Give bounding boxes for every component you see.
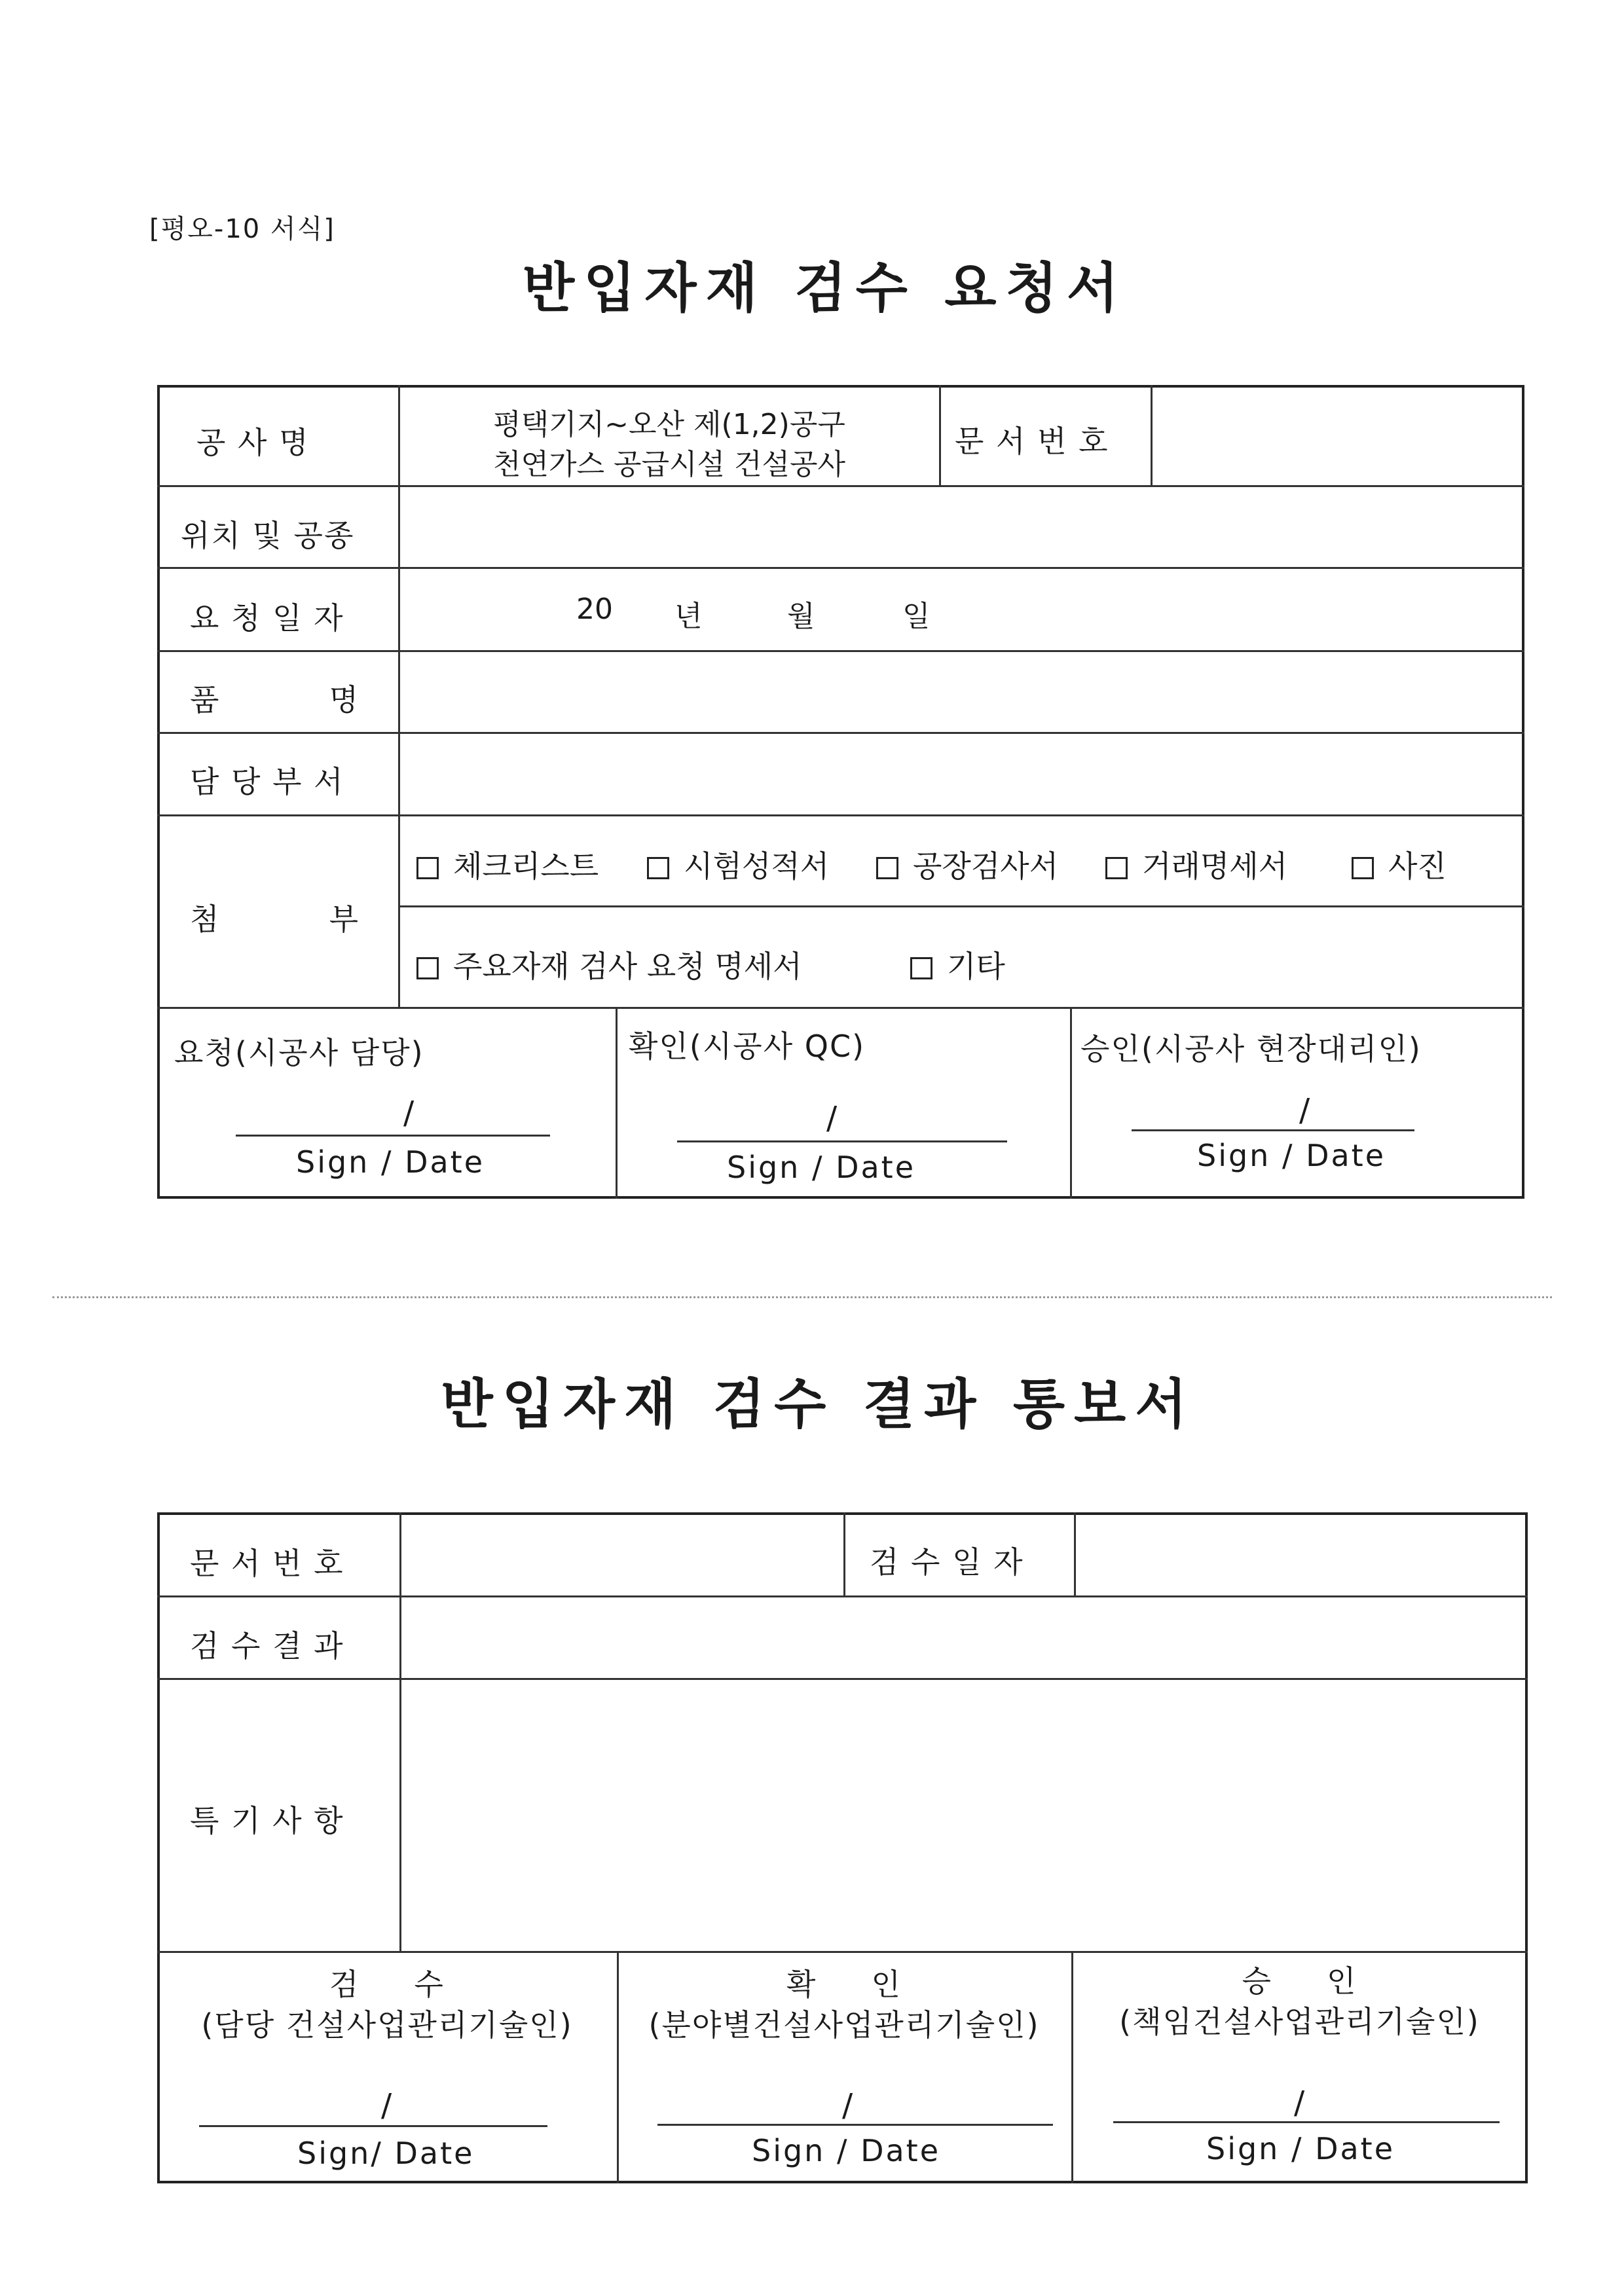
date-year-unit: 년: [674, 600, 703, 633]
sign-verify-caption: Sign / Date: [752, 2133, 941, 2168]
request-form-title: 반입자재 검수 요청서: [522, 257, 1128, 319]
row-divider: [157, 1678, 1528, 1680]
checkbox-icon[interactable]: [910, 957, 932, 979]
sign-request-caption: Sign / Date: [296, 1144, 485, 1180]
sign-verify-sub: (분야별건설사업관리기술인): [648, 2007, 1040, 2043]
col-divider: [616, 1007, 618, 1199]
sign-final-approve-caption: Sign / Date: [1206, 2131, 1395, 2166]
sign-request-slash: /: [403, 1095, 415, 1131]
sign-confirm-caption: Sign / Date: [727, 1150, 916, 1185]
row-divider: [157, 650, 1524, 652]
project-name-line2: 천연가스 공급시설 건설공사: [492, 448, 846, 481]
department-field[interactable]: [406, 753, 1513, 799]
sign-inspect-caption: Sign/ Date: [297, 2136, 475, 2171]
sign-confirm-line[interactable]: [677, 1140, 1007, 1142]
doc-no-field[interactable]: [1159, 419, 1513, 458]
attachment-photo[interactable]: 사진: [1352, 843, 1447, 886]
sign-confirm-label: 확인(시공사 QC): [629, 1029, 866, 1064]
checkbox-icon[interactable]: [647, 857, 669, 879]
item-name-field[interactable]: [406, 671, 1513, 717]
sign-inspect-role: 검 수: [329, 1967, 445, 2002]
row-divider: [157, 814, 1524, 816]
request-date-label: 요 청 일 자: [190, 600, 344, 636]
sign-verify-role: 확 인: [786, 1967, 902, 2002]
col-divider: [1074, 1512, 1076, 1595]
item-name-label: 품 명: [190, 682, 360, 718]
col-divider: [399, 1512, 401, 1951]
cut-line: [52, 1296, 1552, 1298]
attachment-major-material-spec[interactable]: 주요자재 검사 요청 명세서: [416, 943, 802, 986]
row-divider: [398, 905, 1524, 907]
result-doc-no-field[interactable]: [407, 1535, 833, 1581]
department-label: 담 당 부 서: [190, 764, 344, 799]
checkbox-icon[interactable]: [876, 857, 898, 879]
date-day-unit: 일: [902, 600, 931, 633]
sign-final-approve-line[interactable]: [1113, 2121, 1500, 2123]
sign-inspect-slash: /: [381, 2087, 392, 2124]
sign-final-approve-role: 승 인: [1242, 1963, 1357, 1999]
location-label: 위치 및 공종: [181, 518, 355, 553]
col-divider: [843, 1512, 845, 1595]
sign-confirm-slash: /: [826, 1100, 838, 1137]
sign-inspect-sub: (담당 건설사업관리기술인): [201, 2007, 573, 2043]
sign-approve-slash: /: [1299, 1092, 1310, 1129]
row-divider: [157, 485, 1524, 487]
sign-request-line[interactable]: [236, 1135, 550, 1137]
row-divider: [157, 1007, 1524, 1009]
checkbox-icon[interactable]: [416, 957, 439, 979]
attachment-label: 첨 부: [190, 902, 360, 937]
doc-no-label: 문 서 번 호: [955, 424, 1109, 459]
attachment-other[interactable]: 기타: [910, 943, 1005, 986]
attachment-factory-inspection[interactable]: 공장검사서: [876, 843, 1058, 886]
checkbox-icon[interactable]: [1105, 857, 1128, 879]
col-divider: [1070, 1007, 1072, 1199]
inspect-result-label: 검 수 결 과: [190, 1628, 344, 1664]
result-form-title: 반입자재 검수 결과 통보서: [441, 1374, 1196, 1436]
date-year[interactable]: 20: [576, 592, 613, 626]
inspect-date-field[interactable]: [1082, 1535, 1514, 1581]
inspect-date-label: 검 수 일 자: [870, 1544, 1024, 1580]
sign-approve-label: 승인(시공사 현장대리인): [1080, 1031, 1422, 1066]
attachment-test-report[interactable]: 시험성적서: [647, 843, 829, 886]
sign-final-approve-slash: /: [1294, 2085, 1305, 2121]
checkbox-icon[interactable]: [416, 857, 439, 879]
sign-approve-line[interactable]: [1132, 1129, 1414, 1131]
result-doc-no-label: 문 서 번 호: [190, 1546, 344, 1581]
location-field[interactable]: [406, 507, 1513, 553]
sign-verify-slash: /: [842, 2087, 853, 2124]
col-divider: [939, 385, 941, 485]
checkbox-icon[interactable]: [1352, 857, 1374, 879]
sign-request-label: 요청(시공사 담당): [174, 1035, 424, 1070]
col-divider: [1151, 385, 1153, 485]
remarks-label: 특 기 사 항: [190, 1803, 344, 1838]
attachment-transaction-statement[interactable]: 거래명세서: [1105, 843, 1287, 886]
attachment-checklist[interactable]: 체크리스트: [416, 843, 599, 886]
row-divider: [157, 567, 1524, 569]
inspect-result-field[interactable]: [407, 1617, 1514, 1663]
sign-inspect-line[interactable]: [199, 2125, 547, 2127]
sign-approve-caption: Sign / Date: [1197, 1138, 1386, 1173]
sign-final-approve-sub: (책임건설사업관리기술인): [1119, 2004, 1480, 2039]
row-divider: [157, 1951, 1528, 1953]
form-code: [평오-10 서식]: [149, 214, 335, 244]
date-month-unit: 월: [787, 600, 815, 633]
project-name-line1: 평택기지~오산 제(1,2)공구: [493, 408, 845, 441]
remarks-field[interactable]: [407, 1689, 1514, 1938]
row-divider: [157, 732, 1524, 734]
row-divider: [157, 1595, 1528, 1597]
project-name-label: 공 사 명: [196, 425, 310, 460]
sign-verify-line[interactable]: [657, 2124, 1053, 2126]
